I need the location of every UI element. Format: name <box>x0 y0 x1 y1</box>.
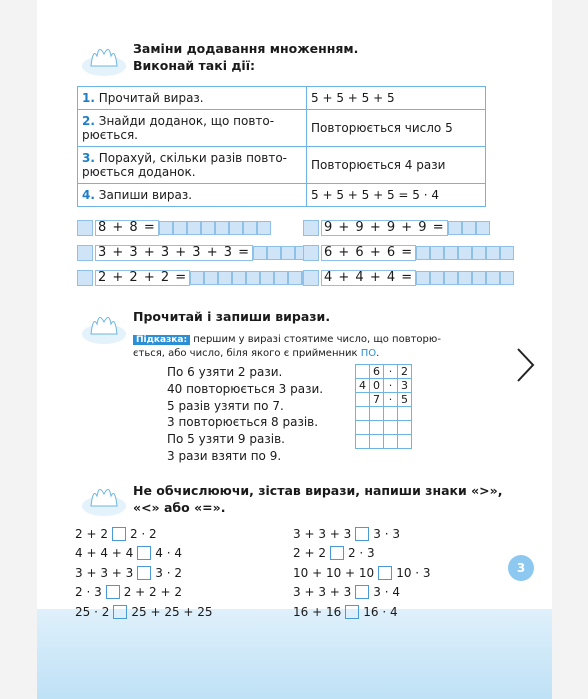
sign-box[interactable] <box>112 527 126 541</box>
sign-box[interactable] <box>355 527 369 541</box>
sign-box[interactable] <box>137 546 151 560</box>
step-label: Порахуй, скільки разів повто- <box>98 151 287 165</box>
chevron-right-icon <box>512 345 538 385</box>
list-item: По 6 узяти 2 рази. <box>167 365 283 379</box>
step-label: Знайди доданок, що повто- <box>98 114 275 128</box>
compare-right-column <box>293 524 431 622</box>
step-number: 3. <box>82 151 95 165</box>
exercise-row <box>303 245 514 261</box>
step-value: 5 + 5 + 5 + 5 <box>307 87 486 110</box>
step-number: 1. <box>82 91 95 105</box>
sign-box[interactable] <box>137 566 151 580</box>
exercise-row <box>303 270 514 286</box>
exercise-expression: 9 + 9 + 9 + 9 = <box>321 220 448 236</box>
sign-box[interactable] <box>113 605 127 619</box>
exercise-expression: 3 + 3 + 3 + 3 + 3 = <box>95 245 253 261</box>
exercise-expression: 2 + 2 + 2 = <box>95 270 190 286</box>
sign-box[interactable] <box>378 566 392 580</box>
compare-row: 2 + 2 2 · 3 <box>293 546 375 561</box>
task3-title-line2: «<» або «=». <box>133 500 226 515</box>
table-row <box>78 147 486 184</box>
hint-line2: ється, або число, біля якого є прийменник <box>133 348 358 359</box>
step-value: Повторюється число 5 <box>307 110 486 147</box>
hint-label: Підказка: <box>133 335 190 345</box>
exercise-row <box>77 245 309 261</box>
exercise-row <box>77 270 316 286</box>
table-row <box>78 110 486 147</box>
compare-left-column <box>75 524 213 622</box>
answer-cells[interactable] <box>416 246 514 260</box>
compare-row: 3 + 3 + 3 3 · 2 <box>75 565 182 580</box>
step-value: Повторюється 4 рази <box>307 147 486 184</box>
answer-grid[interactable]: 6 · 2 4 0 · 3 7 · 5 <box>355 364 412 449</box>
answer-cells[interactable] <box>190 271 316 285</box>
exercise-row <box>303 220 490 236</box>
compare-row: 25 · 2 25 + 25 + 25 <box>75 604 213 619</box>
flower-icon <box>79 38 129 78</box>
list-item: 3 рази взяти по 9. <box>167 448 282 463</box>
answer-cells[interactable] <box>253 246 309 260</box>
compare-row: 10 + 10 + 10 10 · 3 <box>293 565 431 580</box>
compare-row: 2 · 3 2 + 2 + 2 <box>75 585 182 600</box>
page-bottom-decoration <box>37 609 552 699</box>
steps-table <box>77 86 486 207</box>
hint-line1: першим у виразі стоятиме число, що повторю- <box>193 334 441 345</box>
workbook-page <box>37 0 552 699</box>
compare-row: 3 + 3 + 3 3 · 4 <box>293 585 400 600</box>
hint-dot: . <box>376 348 380 359</box>
task1-title-line1: Заміни додавання множенням. <box>133 41 359 56</box>
list-item: 3 повторюється 8 разів. <box>167 415 319 430</box>
exercise-expression: 6 + 6 + 6 = <box>321 245 416 261</box>
exercise-expression: 4 + 4 + 4 = <box>321 270 416 286</box>
sign-box[interactable] <box>106 585 120 599</box>
answer-cells[interactable] <box>416 271 514 285</box>
list-item: По 5 узяти 9 разів. <box>167 432 285 447</box>
exercise-row <box>77 220 271 236</box>
task1-title-line2: Виконай такі дії: <box>133 58 256 73</box>
sign-box[interactable] <box>330 546 344 560</box>
step-number: 4. <box>82 188 95 202</box>
step-label-cont: рюється доданок. <box>82 165 196 179</box>
table-row <box>78 87 486 110</box>
step-label-cont: рюється. <box>82 128 138 142</box>
sign-box[interactable] <box>355 585 369 599</box>
answer-cells[interactable] <box>448 221 490 235</box>
step-number: 2. <box>82 114 95 128</box>
step-label: Запиши вираз. <box>98 188 193 202</box>
list-item: 40 повторюється 3 рази. <box>167 381 324 396</box>
answer-cells[interactable] <box>159 221 271 235</box>
task3-title <box>133 482 502 516</box>
page-number: 3 <box>508 555 534 581</box>
hint-po: ПО <box>360 348 377 359</box>
hint-text <box>133 333 533 360</box>
step-value: 5 + 5 + 5 + 5 = 5 · 4 <box>307 184 486 207</box>
flower-icon <box>79 306 129 346</box>
compare-row: 16 + 16 16 · 4 <box>293 604 398 619</box>
step-label: Прочитай вираз. <box>98 91 204 105</box>
task1-title <box>133 40 358 74</box>
flower-icon <box>79 478 129 518</box>
compare-row: 3 + 3 + 3 3 · 3 <box>293 526 400 541</box>
sign-box[interactable] <box>345 605 359 619</box>
next-arrow-button[interactable] <box>512 345 538 385</box>
compare-row: 4 + 4 + 4 4 · 4 <box>75 546 182 561</box>
phrase-list <box>167 364 323 465</box>
compare-row: 2 + 2 2 · 2 <box>75 526 157 541</box>
list-item: 5 разів узяти по 7. <box>167 398 284 413</box>
exercise-expression: 8 + 8 = <box>95 220 159 236</box>
task3-title-line1: Не обчислюючи, зістав вирази, напиши знаки «>», <box>133 483 503 498</box>
table-row <box>78 184 486 207</box>
task2-title: Прочитай і запиши вирази. <box>133 309 331 324</box>
